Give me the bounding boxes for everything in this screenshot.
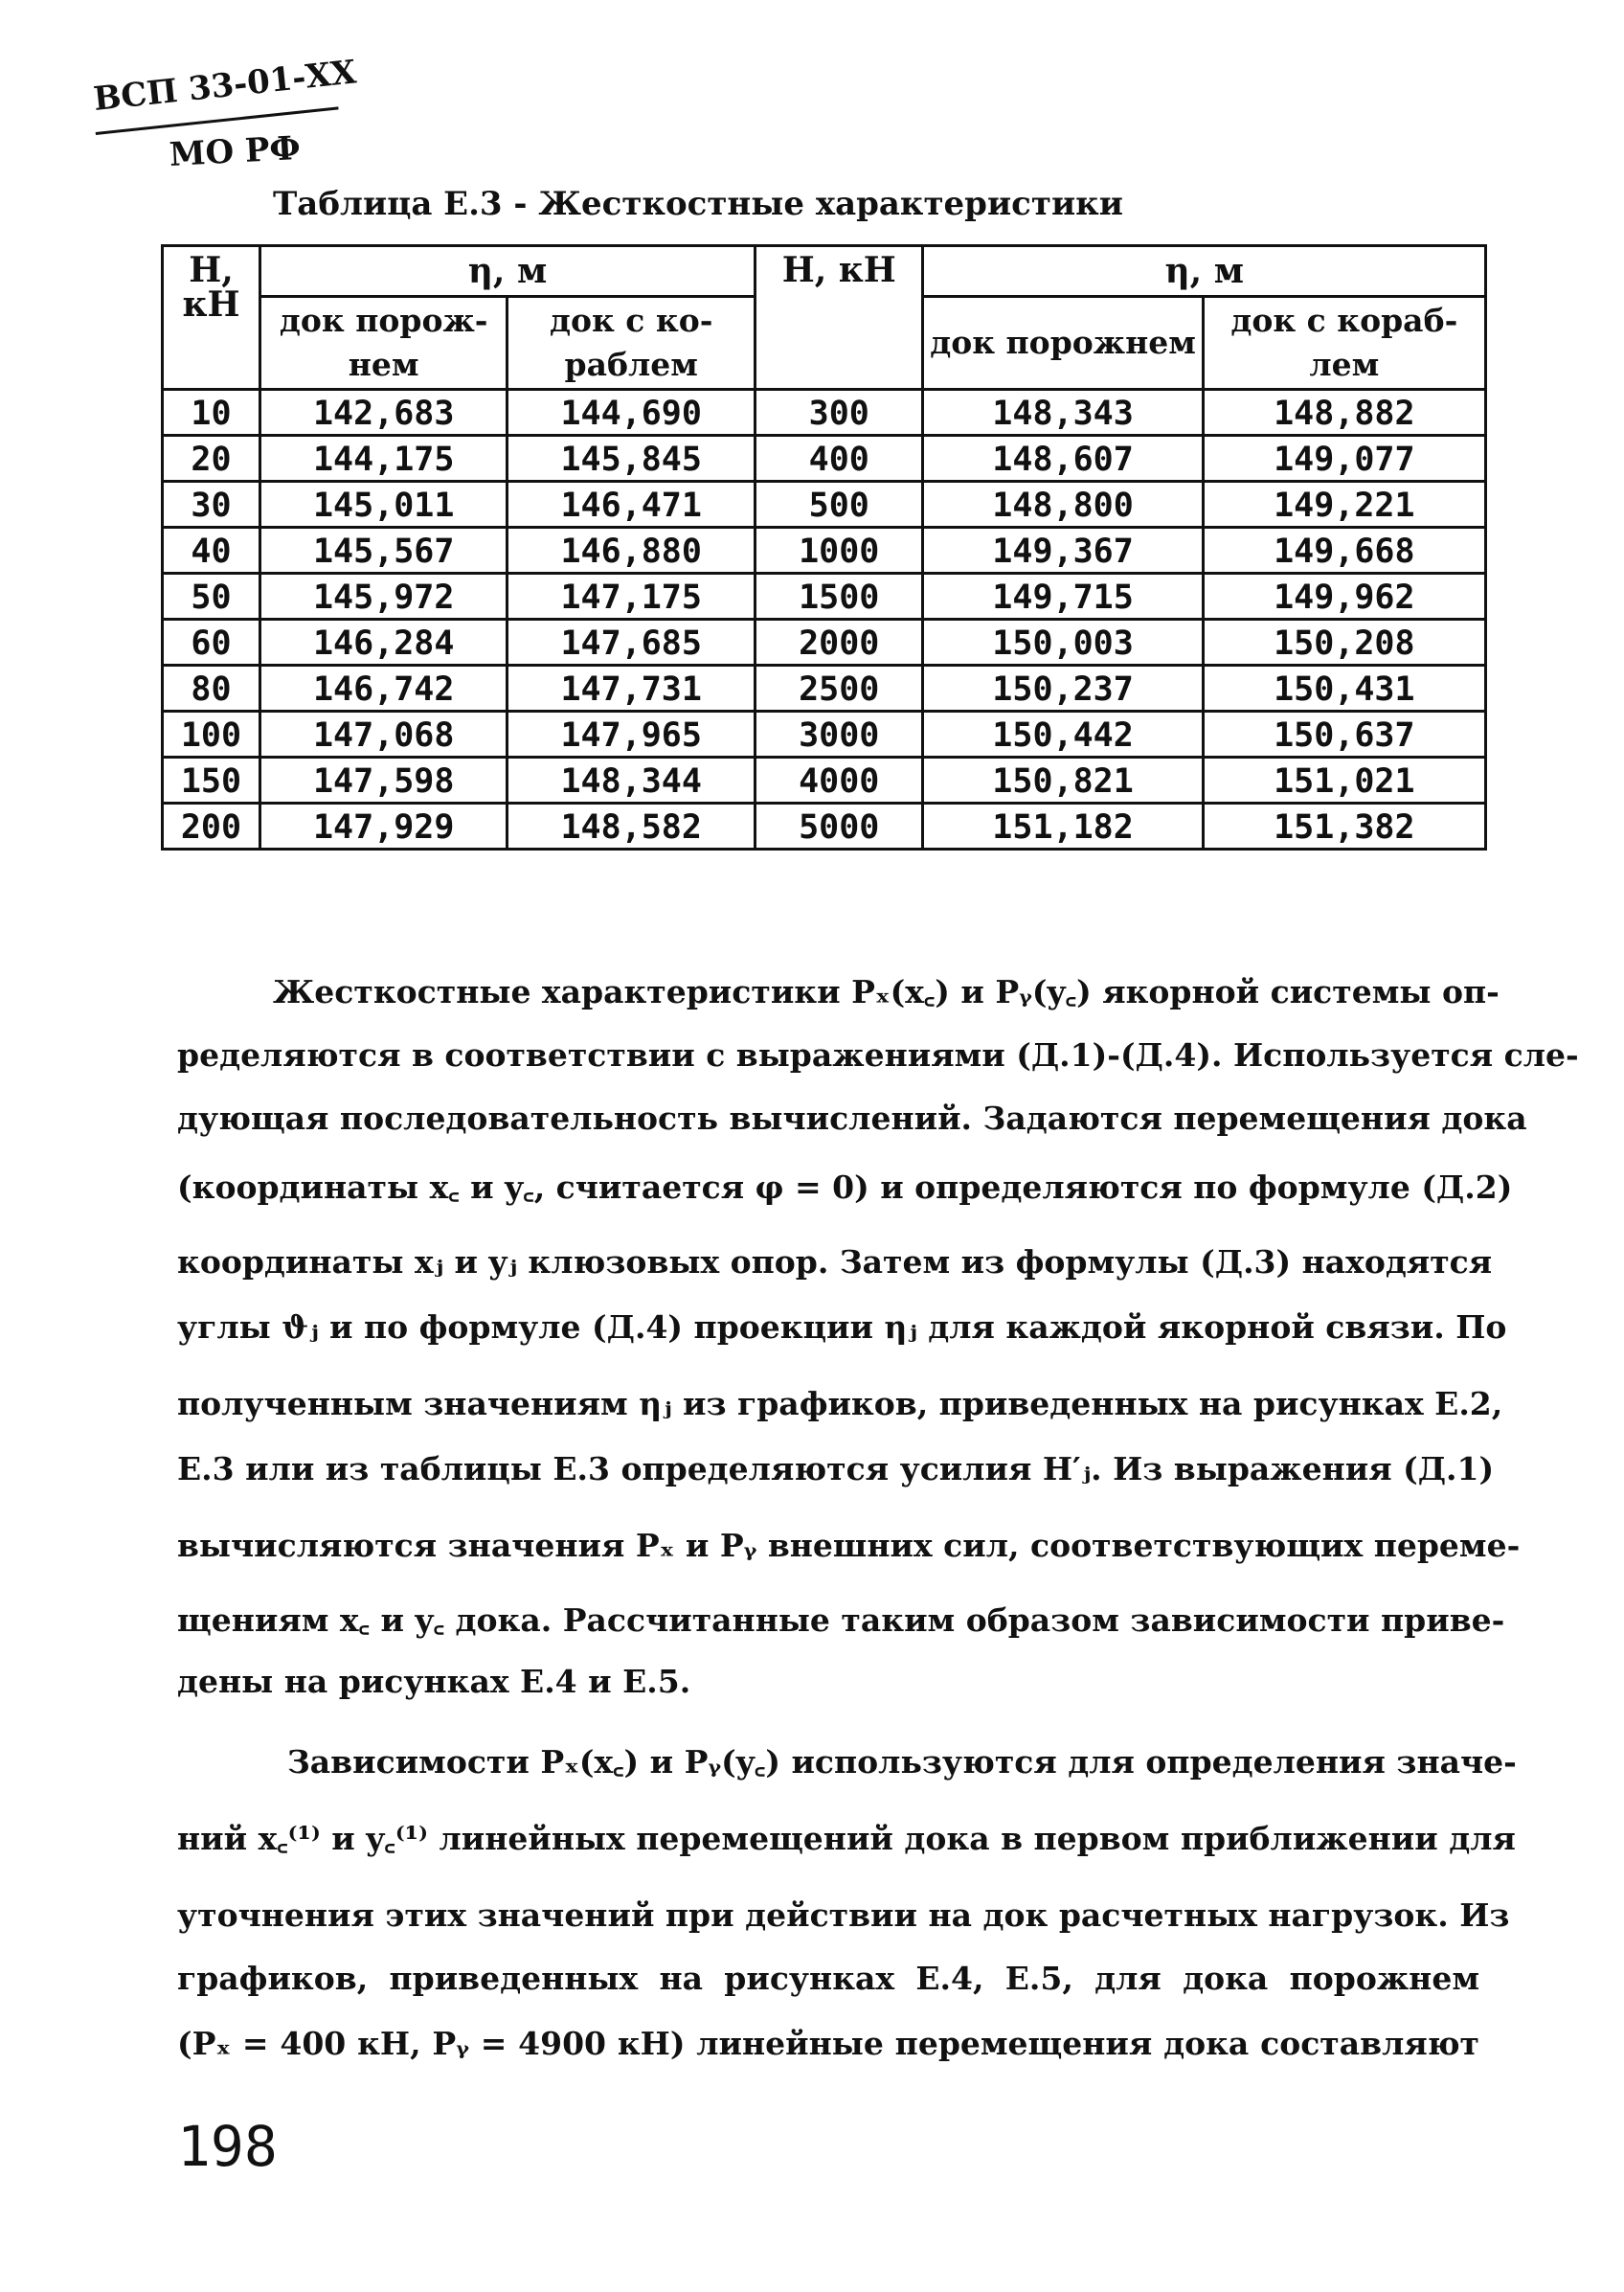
table-cell: 148,607 bbox=[923, 436, 1203, 482]
header-eta-right: η, м bbox=[923, 246, 1486, 297]
table-cell: 151,382 bbox=[1203, 804, 1485, 850]
header-force-left: Н, кН bbox=[163, 246, 260, 390]
table-cell: 20 bbox=[163, 436, 260, 482]
body-text-line: уточнения этих значений при действии на док расчетных нагрузок. Из bbox=[177, 1896, 1510, 1934]
stiffness-table bbox=[161, 244, 1487, 851]
body-text-line: дены на рисунках Е.4 и Е.5. bbox=[177, 1663, 691, 1700]
table-cell: 144,175 bbox=[259, 436, 508, 482]
table-cell: 150,637 bbox=[1203, 712, 1485, 758]
table-cell: 200 bbox=[163, 804, 260, 850]
table-cell: 150,208 bbox=[1203, 620, 1485, 666]
document-code: ВСП 33-01-XX bbox=[91, 53, 358, 119]
table-cell: 80 bbox=[163, 666, 260, 712]
header-eta-left: η, м bbox=[259, 246, 755, 297]
body-text-line: вычисляются значения Pₓ и Pᵧ внешних сил, соответствующих переме- bbox=[177, 1527, 1521, 1564]
body-text-line: щениям x꜀ и y꜀ дока. Рассчитанные таким образом зависимости приве- bbox=[177, 1601, 1505, 1639]
table-row bbox=[163, 758, 1486, 804]
body-text-line: координаты xⱼ и yⱼ клюзовых опор. Затем из формулы (Д.3) находятся bbox=[177, 1243, 1493, 1281]
header-dock-with-ship-right: док с кораб-лем bbox=[1203, 297, 1485, 390]
body-text-line: (Pₓ = 400 кН, Pᵧ = 4900 кН) линейные перемещения дока составляют bbox=[177, 2025, 1479, 2062]
body-text-line: (координаты x꜀ и y꜀, считается φ = 0) и определяются по формуле (Д.2) bbox=[177, 1169, 1513, 1206]
body-text-line: полученным значениям ηⱼ из графиков, приведенных на рисунках Е.2, bbox=[177, 1385, 1503, 1422]
table-row bbox=[163, 482, 1486, 528]
table-cell: 151,182 bbox=[923, 804, 1203, 850]
body-text-line: графиков, приведенных на рисунках Е.4, Е.5, для дока порожнем bbox=[177, 1960, 1479, 1997]
table-cell: 148,582 bbox=[508, 804, 756, 850]
table-cell: 150 bbox=[163, 758, 260, 804]
body-text-line: Е.3 или из таблицы Е.3 определяются усилия H′ⱼ. Из выражения (Д.1) bbox=[177, 1450, 1495, 1487]
table-cell: 149,715 bbox=[923, 574, 1203, 620]
table-cell: 100 bbox=[163, 712, 260, 758]
table-cell: 2500 bbox=[755, 666, 923, 712]
body-text-line: дующая последовательность вычислений. Задаются перемещения дока bbox=[177, 1100, 1527, 1137]
table-cell: 147,929 bbox=[259, 804, 508, 850]
table-cell: 150,003 bbox=[923, 620, 1203, 666]
table-cell: 40 bbox=[163, 528, 260, 574]
table-cell: 149,077 bbox=[1203, 436, 1485, 482]
body-text-line: Зависимости Pₓ(x꜀) и Pᵧ(y꜀) используются для определения значе- bbox=[287, 1743, 1517, 1781]
table-cell: 149,221 bbox=[1203, 482, 1485, 528]
body-text-line: ределяются в соответствии с выражениями (Д.1)-(Д.4). Используется сле- bbox=[177, 1036, 1579, 1074]
table-cell: 146,284 bbox=[259, 620, 508, 666]
table-cell: 146,742 bbox=[259, 666, 508, 712]
table-cell: 145,567 bbox=[259, 528, 508, 574]
table-cell: 3000 bbox=[755, 712, 923, 758]
table-row bbox=[163, 436, 1486, 482]
table-cell: 144,690 bbox=[508, 390, 756, 436]
table-cell: 150,821 bbox=[923, 758, 1203, 804]
table-cell: 4000 bbox=[755, 758, 923, 804]
table-cell: 148,882 bbox=[1203, 390, 1485, 436]
table-cell: 147,731 bbox=[508, 666, 756, 712]
table-row bbox=[163, 528, 1486, 574]
table-cell: 145,972 bbox=[259, 574, 508, 620]
table-cell: 50 bbox=[163, 574, 260, 620]
table-cell: 1000 bbox=[755, 528, 923, 574]
table-body bbox=[163, 390, 1486, 850]
table-row bbox=[163, 574, 1486, 620]
table-cell: 147,598 bbox=[259, 758, 508, 804]
table-cell: 150,431 bbox=[1203, 666, 1485, 712]
body-text-line: Жесткостные характеристики Pₓ(x꜀) и Pᵧ(y꜀) якорной системы оп- bbox=[273, 973, 1500, 1010]
header-empty-dock-right: док порожнем bbox=[923, 297, 1203, 390]
table-cell: 146,471 bbox=[508, 482, 756, 528]
table-cell: 30 bbox=[163, 482, 260, 528]
table-cell: 148,800 bbox=[923, 482, 1203, 528]
body-text-line: ний x꜀⁽¹⁾ и y꜀⁽¹⁾ линейных перемещений дока в первом приближении для bbox=[177, 1820, 1516, 1857]
table-cell: 147,965 bbox=[508, 712, 756, 758]
table-row bbox=[163, 620, 1486, 666]
document-header bbox=[91, 53, 383, 186]
table-cell: 148,343 bbox=[923, 390, 1203, 436]
table-cell: 500 bbox=[755, 482, 923, 528]
table-cell: 147,175 bbox=[508, 574, 756, 620]
table-cell: 149,962 bbox=[1203, 574, 1485, 620]
table-row bbox=[163, 666, 1486, 712]
table-cell: 145,011 bbox=[259, 482, 508, 528]
table-cell: 60 bbox=[163, 620, 260, 666]
table-cell: 145,845 bbox=[508, 436, 756, 482]
table-cell: 148,344 bbox=[508, 758, 756, 804]
organization-name: МО РФ bbox=[168, 128, 302, 174]
table-cell: 151,021 bbox=[1203, 758, 1485, 804]
header-force-right: Н, кН bbox=[755, 246, 923, 390]
table-row bbox=[163, 804, 1486, 850]
table-cell: 400 bbox=[755, 436, 923, 482]
table-cell: 10 bbox=[163, 390, 260, 436]
table-cell: 149,668 bbox=[1203, 528, 1485, 574]
table-row bbox=[163, 390, 1486, 436]
table-cell: 150,237 bbox=[923, 666, 1203, 712]
header-empty-dock-left: док порож-нем bbox=[259, 297, 508, 390]
table-cell: 5000 bbox=[755, 804, 923, 850]
table-cell: 149,367 bbox=[923, 528, 1203, 574]
header-dock-with-ship-left: док с ко-раблем bbox=[508, 297, 756, 390]
table-cell: 147,068 bbox=[259, 712, 508, 758]
table-cell: 146,880 bbox=[508, 528, 756, 574]
table-cell: 300 bbox=[755, 390, 923, 436]
table-cell: 147,685 bbox=[508, 620, 756, 666]
table-row bbox=[163, 712, 1486, 758]
table-cell: 142,683 bbox=[259, 390, 508, 436]
table-caption: Таблица Е.3 - Жесткостные характеристики bbox=[273, 185, 1123, 223]
table-cell: 1500 bbox=[755, 574, 923, 620]
page-number: 198 bbox=[177, 2114, 278, 2179]
body-text-line: углы ϑⱼ и по формуле (Д.4) проекции ηⱼ для каждой якорной связи. По bbox=[177, 1308, 1507, 1346]
table-cell: 2000 bbox=[755, 620, 923, 666]
table-cell: 150,442 bbox=[923, 712, 1203, 758]
